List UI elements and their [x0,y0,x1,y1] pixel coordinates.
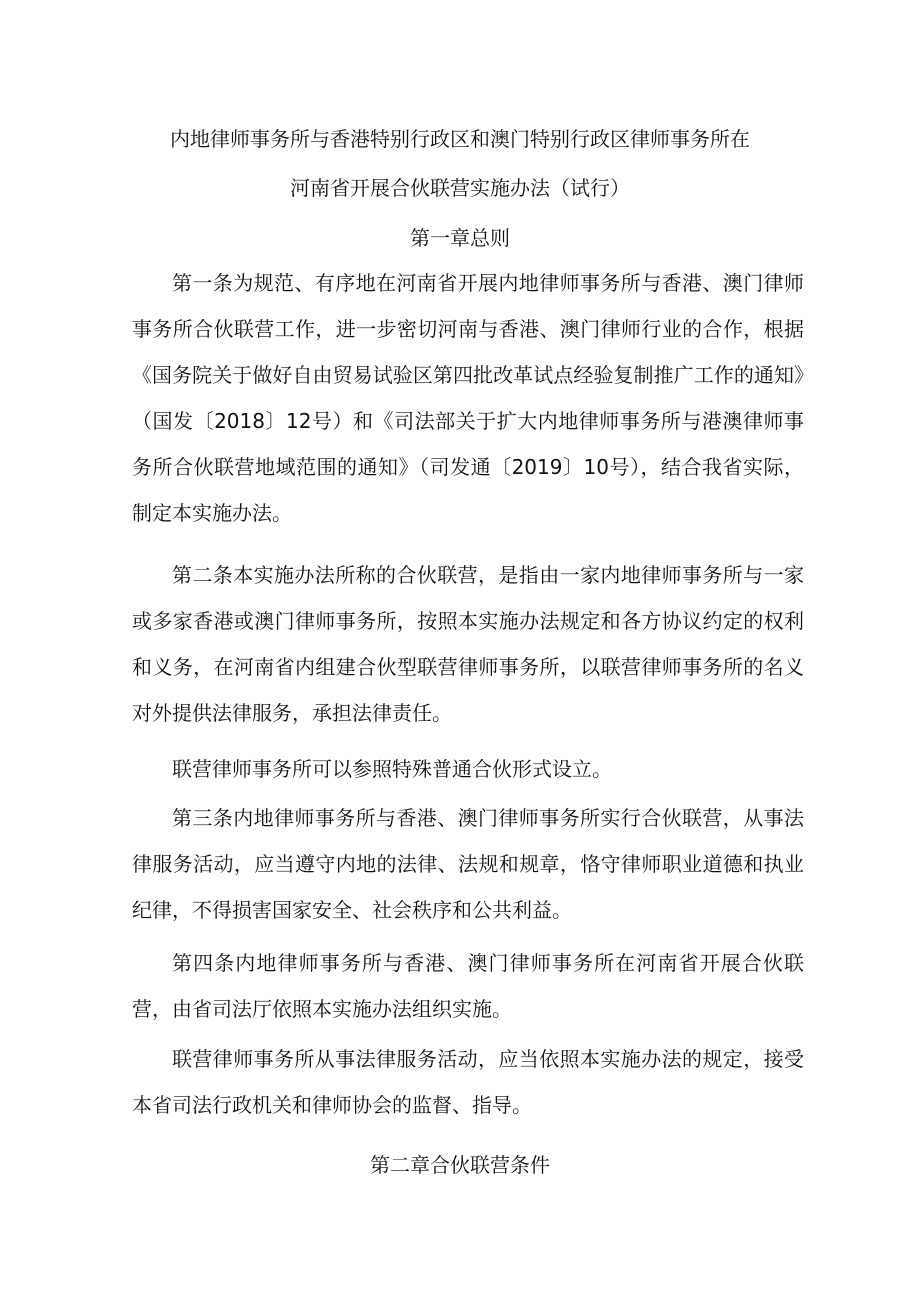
article-3-paragraph: 第三条内地律师事务所与香港、澳门律师事务所实行合伙联营，从事法律服务活动，应当遵守内地的法律、法规和规章，恪守律师职业道德和执业纪律，不得损害国家安全、社会秩序和公共利益。 [132,806,804,922]
article-2-paragraph: 第二条本实施办法所称的合伙联营，是指由一家内地律师事务所与一家或多家香港或澳门律师事务所，按照本实施办法规定和各方协议约定的权利和义务，在河南省内组建合伙型联营律师事务所，以联营律师事务所的名义对外提供法律服务，承担法律责任。 [132,563,804,725]
chapter-heading-1: 第一章总则 [410,226,510,250]
document-title-line-1: 内地律师事务所与香港特别行政区和澳门特别行政区律师事务所在 [170,127,750,151]
article-4-supplement-paragraph: 联营律师事务所从事法律服务活动，应当依照本实施办法的规定，接受本省司法行政机关和律师协会的监督、指导。 [132,1047,804,1117]
article-2-supplement-paragraph: 联营律师事务所可以参照特殊普通合伙形式设立。 [172,757,612,781]
article-4-paragraph: 第四条内地律师事务所与香港、澳门律师事务所在河南省开展合伙联营，由省司法厅依照本实施办法组织实施。 [132,951,804,1021]
chapter-heading-2: 第二章合伙联营条件 [370,1153,550,1177]
document-title-line-2: 河南省开展合伙联营实施办法（试行） [290,176,630,200]
article-1-paragraph: 第一条为规范、有序地在河南省开展内地律师事务所与香港、澳门律师事务所合伙联营工作，进一步密切河南与香港、澳门律师行业的合作，根据《国务院关于做好自由贸易试验区第四批改革试点经验复制推广工作的通知》（国发〔2018〕12号）和《司法部关于扩大内地律师事务所与港澳律师事务所合伙联营地域范围的通知》（司发通〔2019〕10号），结合我省实际，制定本实施办法。 [132,271,804,525]
